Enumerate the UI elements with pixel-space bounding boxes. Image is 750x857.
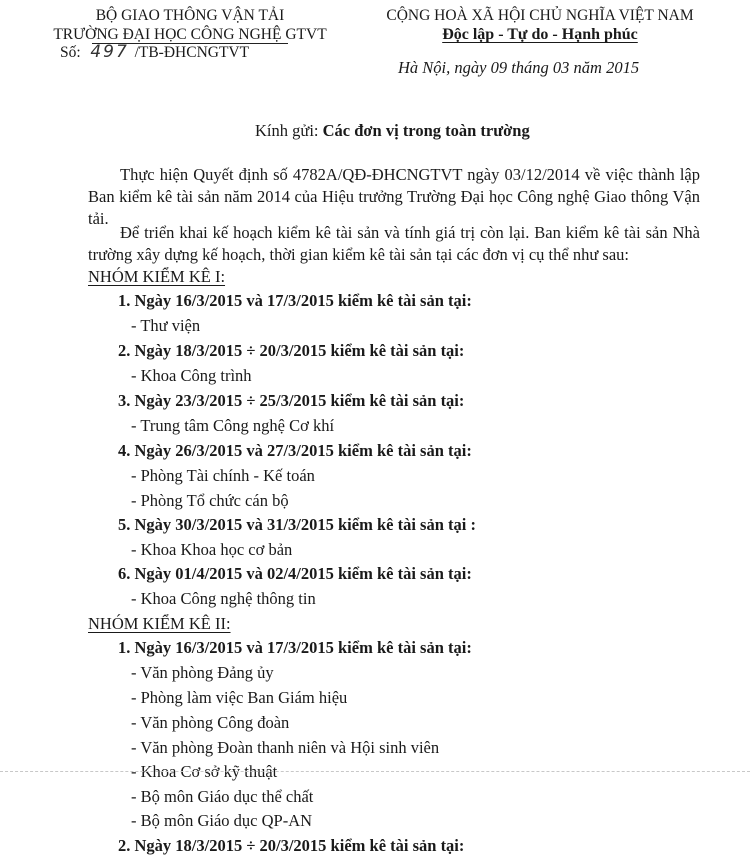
- greeting: [255, 121, 530, 141]
- ministry-name: BỘ GIAO THÔNG VẬN TẢI: [95, 7, 285, 24]
- group-title: NHÓM KIỂM KÊ II:: [88, 614, 231, 633]
- scan-artifact-line: [0, 771, 750, 772]
- unit-item: - Phòng Tổ chức cán bộ: [131, 491, 289, 510]
- schedule-item: 4. Ngày 26/3/2015 và 27/3/2015 kiểm kê tài sản tại:: [118, 441, 472, 460]
- number-suffix: /TB-ĐHCNGTVT: [134, 44, 250, 61]
- schedule-item: 2. Ngày 18/3/2015 ÷ 20/3/2015 kiểm kê tài sản tại:: [118, 836, 465, 855]
- document-number: [60, 42, 249, 62]
- group-title: NHÓM KIỂM KÊ I:: [88, 267, 226, 286]
- schedule-item: 6. Ngày 01/4/2015 và 02/4/2015 kiểm kê tài sản tại:: [118, 564, 472, 583]
- paragraph-text: Để triển khai kế hoạch kiểm kê tài sản và tính giá trị còn lại. Ban kiểm kê tài sản Nhà trường xây dựng kế hoạch, thời gian kiểm kê tài sản tại các đơn vị cụ thể như sau:: [88, 223, 700, 264]
- greeting-recipient: Các đơn vị trong toàn trường: [318, 121, 530, 140]
- schedule-item: 2. Ngày 18/3/2015 ÷ 20/3/2015 kiểm kê tài sản tại:: [118, 341, 465, 360]
- national-header: [370, 6, 710, 44]
- unit-item: - Khoa Công nghệ thông tin: [131, 589, 316, 608]
- unit-item: - Văn phòng Đảng ủy: [131, 663, 274, 682]
- body-paragraph-2: [88, 222, 700, 266]
- unit-item: - Phòng Tài chính - Kế toán: [131, 466, 315, 485]
- unit-item: - Bộ môn Giáo dục thể chất: [131, 787, 314, 806]
- unit-item: - Thư viện: [131, 316, 201, 335]
- schedule-item: 1. Ngày 16/3/2015 và 17/3/2015 kiểm kê tài sản tại:: [118, 638, 472, 657]
- country-name: CỘNG HOÀ XÃ HỘI CHỦ NGHĨA VIỆT NAM: [386, 7, 694, 24]
- unit-item: - Khoa Công trình: [131, 366, 252, 385]
- number-label: Số:: [60, 44, 81, 61]
- body-paragraph-1: [88, 164, 700, 230]
- schedule-item: 1. Ngày 16/3/2015 và 17/3/2015 kiểm kê tài sản tại:: [118, 291, 472, 310]
- paragraph-text: Thực hiện Quyết định số 4782A/QĐ-ĐHCNGTVT ngày 03/12/2014 về việc thành lập Ban kiểm kê tài sản năm 2014 của Hiệu trưởng Trường Đại học Công nghệ Giao thông Vận tải.: [88, 165, 700, 228]
- unit-item: - Văn phòng Đoàn thanh niên và Hội sinh viên: [131, 738, 440, 757]
- greeting-label: Kính gửi:: [255, 121, 319, 140]
- issue-date: Hà Nội, ngày 09 tháng 03 năm 2015: [398, 58, 640, 77]
- unit-item: - Phòng làm việc Ban Giám hiệu: [131, 688, 348, 707]
- unit-item: - Văn phòng Công đoàn: [131, 713, 290, 732]
- schedule-item: 3. Ngày 23/3/2015 ÷ 25/3/2015 kiểm kê tài sản tại:: [118, 391, 465, 410]
- unit-item: - Trung tâm Công nghệ Cơ khí: [131, 416, 335, 435]
- unit-item: - Bộ môn Giáo dục QP-AN: [131, 811, 313, 830]
- national-motto: Độc lập - Tự do - Hạnh phúc: [442, 26, 638, 43]
- issuer-block: [40, 6, 340, 44]
- handwritten-number: 497: [90, 42, 129, 62]
- unit-item: - Khoa Cơ sở kỹ thuật: [131, 762, 278, 781]
- schedule-item: 5. Ngày 30/3/2015 và 31/3/2015 kiểm kê tài sản tại :: [118, 515, 476, 534]
- school-name-text: TRƯỜNG ĐẠI HỌC CÔNG NGHỆ GTVT: [53, 26, 327, 43]
- unit-item: - Khoa Khoa học cơ bản: [131, 540, 293, 559]
